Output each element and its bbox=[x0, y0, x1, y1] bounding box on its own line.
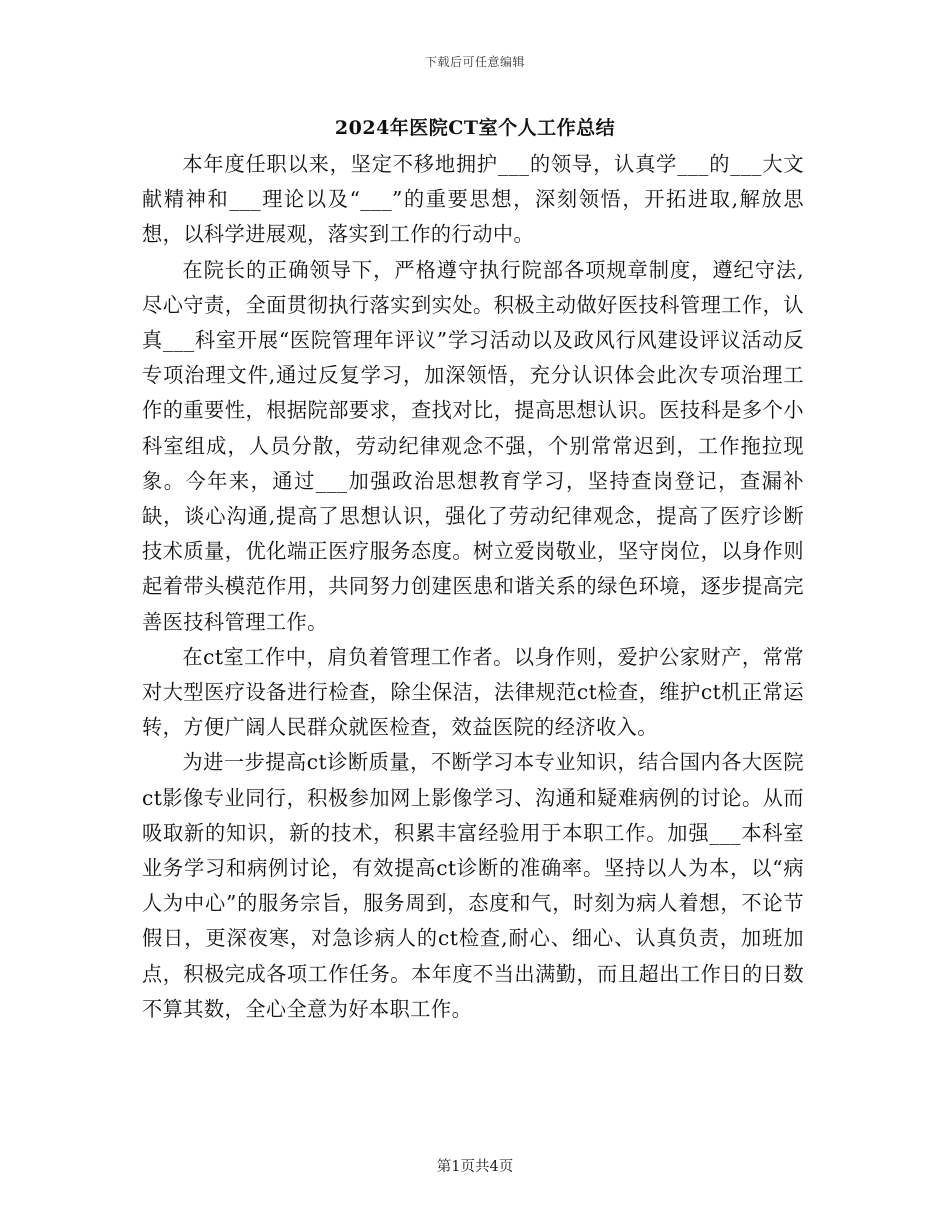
page-number: 第1页共4页 bbox=[436, 1159, 514, 1175]
document-title: 2024年医院CT室个人工作总结 bbox=[334, 117, 616, 139]
paragraph-3: 在ct室工作中，肩负着管理工作者。以身作则，爱护公家财产，常常对大型医疗设备进行检查，除尘保洁，法律规范ct检查，维护ct机正常运转，方便广阔人民群众就医检查，效益医院的经济收入。 bbox=[142, 644, 804, 740]
paragraph-2: 在院长的正确领导下，严格遵守执行院部各项规章制度，遵纪守法,尽心守责，全面贯彻执行落实到实处。积极主动做好医技科管理工作，认真___科室开展“医院管理年评议”学习活动以及政风行风建设评议活动反专项治理文件,通过反复学习，加深领悟，充分认识体会此次专项治理工作的重要性，根据院部要求，查找对比，提高思想认识。医技科是多个小科室组成，人员分散，劳动纪律观念不强，个别常常迟到，工作拖拉现象。今年来，通过___加强政治思想教育学习，坚持查岗登记，查漏补缺，谈心沟通,提高了思想认识，强化了劳动纪律观念，提高了医疗诊断技术质量，优化端正医疗服务态度。树立爱岗敬业，坚守岗位，以身作则起着带头模范作用，共同努力创建医患和谐关系的绿色环境，逐步提高完善医技科管理工作。 bbox=[142, 257, 804, 634]
paragraph-4: 为进一步提高ct诊断质量，不断学习本专业知识，结合国内各大医院ct影像专业同行，积极参加网上影像学习、沟通和疑难病例的讨论。从而吸取新的知识，新的技术，积累丰富经验用于本职工作。加强___本科室业务学习和病例讨论，有效提高ct诊断的准确率。坚持以人为本，以“病人为中心”的服务宗旨，服务周到，态度和气，时刻为病人着想，不论节假日，更深夜寒，对急诊病人的ct检查,耐心、细心、认真负责，加班加点，积极完成各项工作任务。本年度不当出满勤，而且超出工作日的日数不算其数，全心全意为好本职工作。 bbox=[142, 750, 804, 1021]
paragraph-1: 本年度任职以来，坚定不移地拥护___的领导，认真学___的___大文献精神和___理论以及“___”的重要思想，深刻领悟，开拓进取,解放思想，以科学进展观，落实到工作的行动中。 bbox=[142, 152, 804, 247]
download-note: 下载后可任意编辑 bbox=[424, 55, 525, 69]
document-body bbox=[142, 147, 804, 1027]
